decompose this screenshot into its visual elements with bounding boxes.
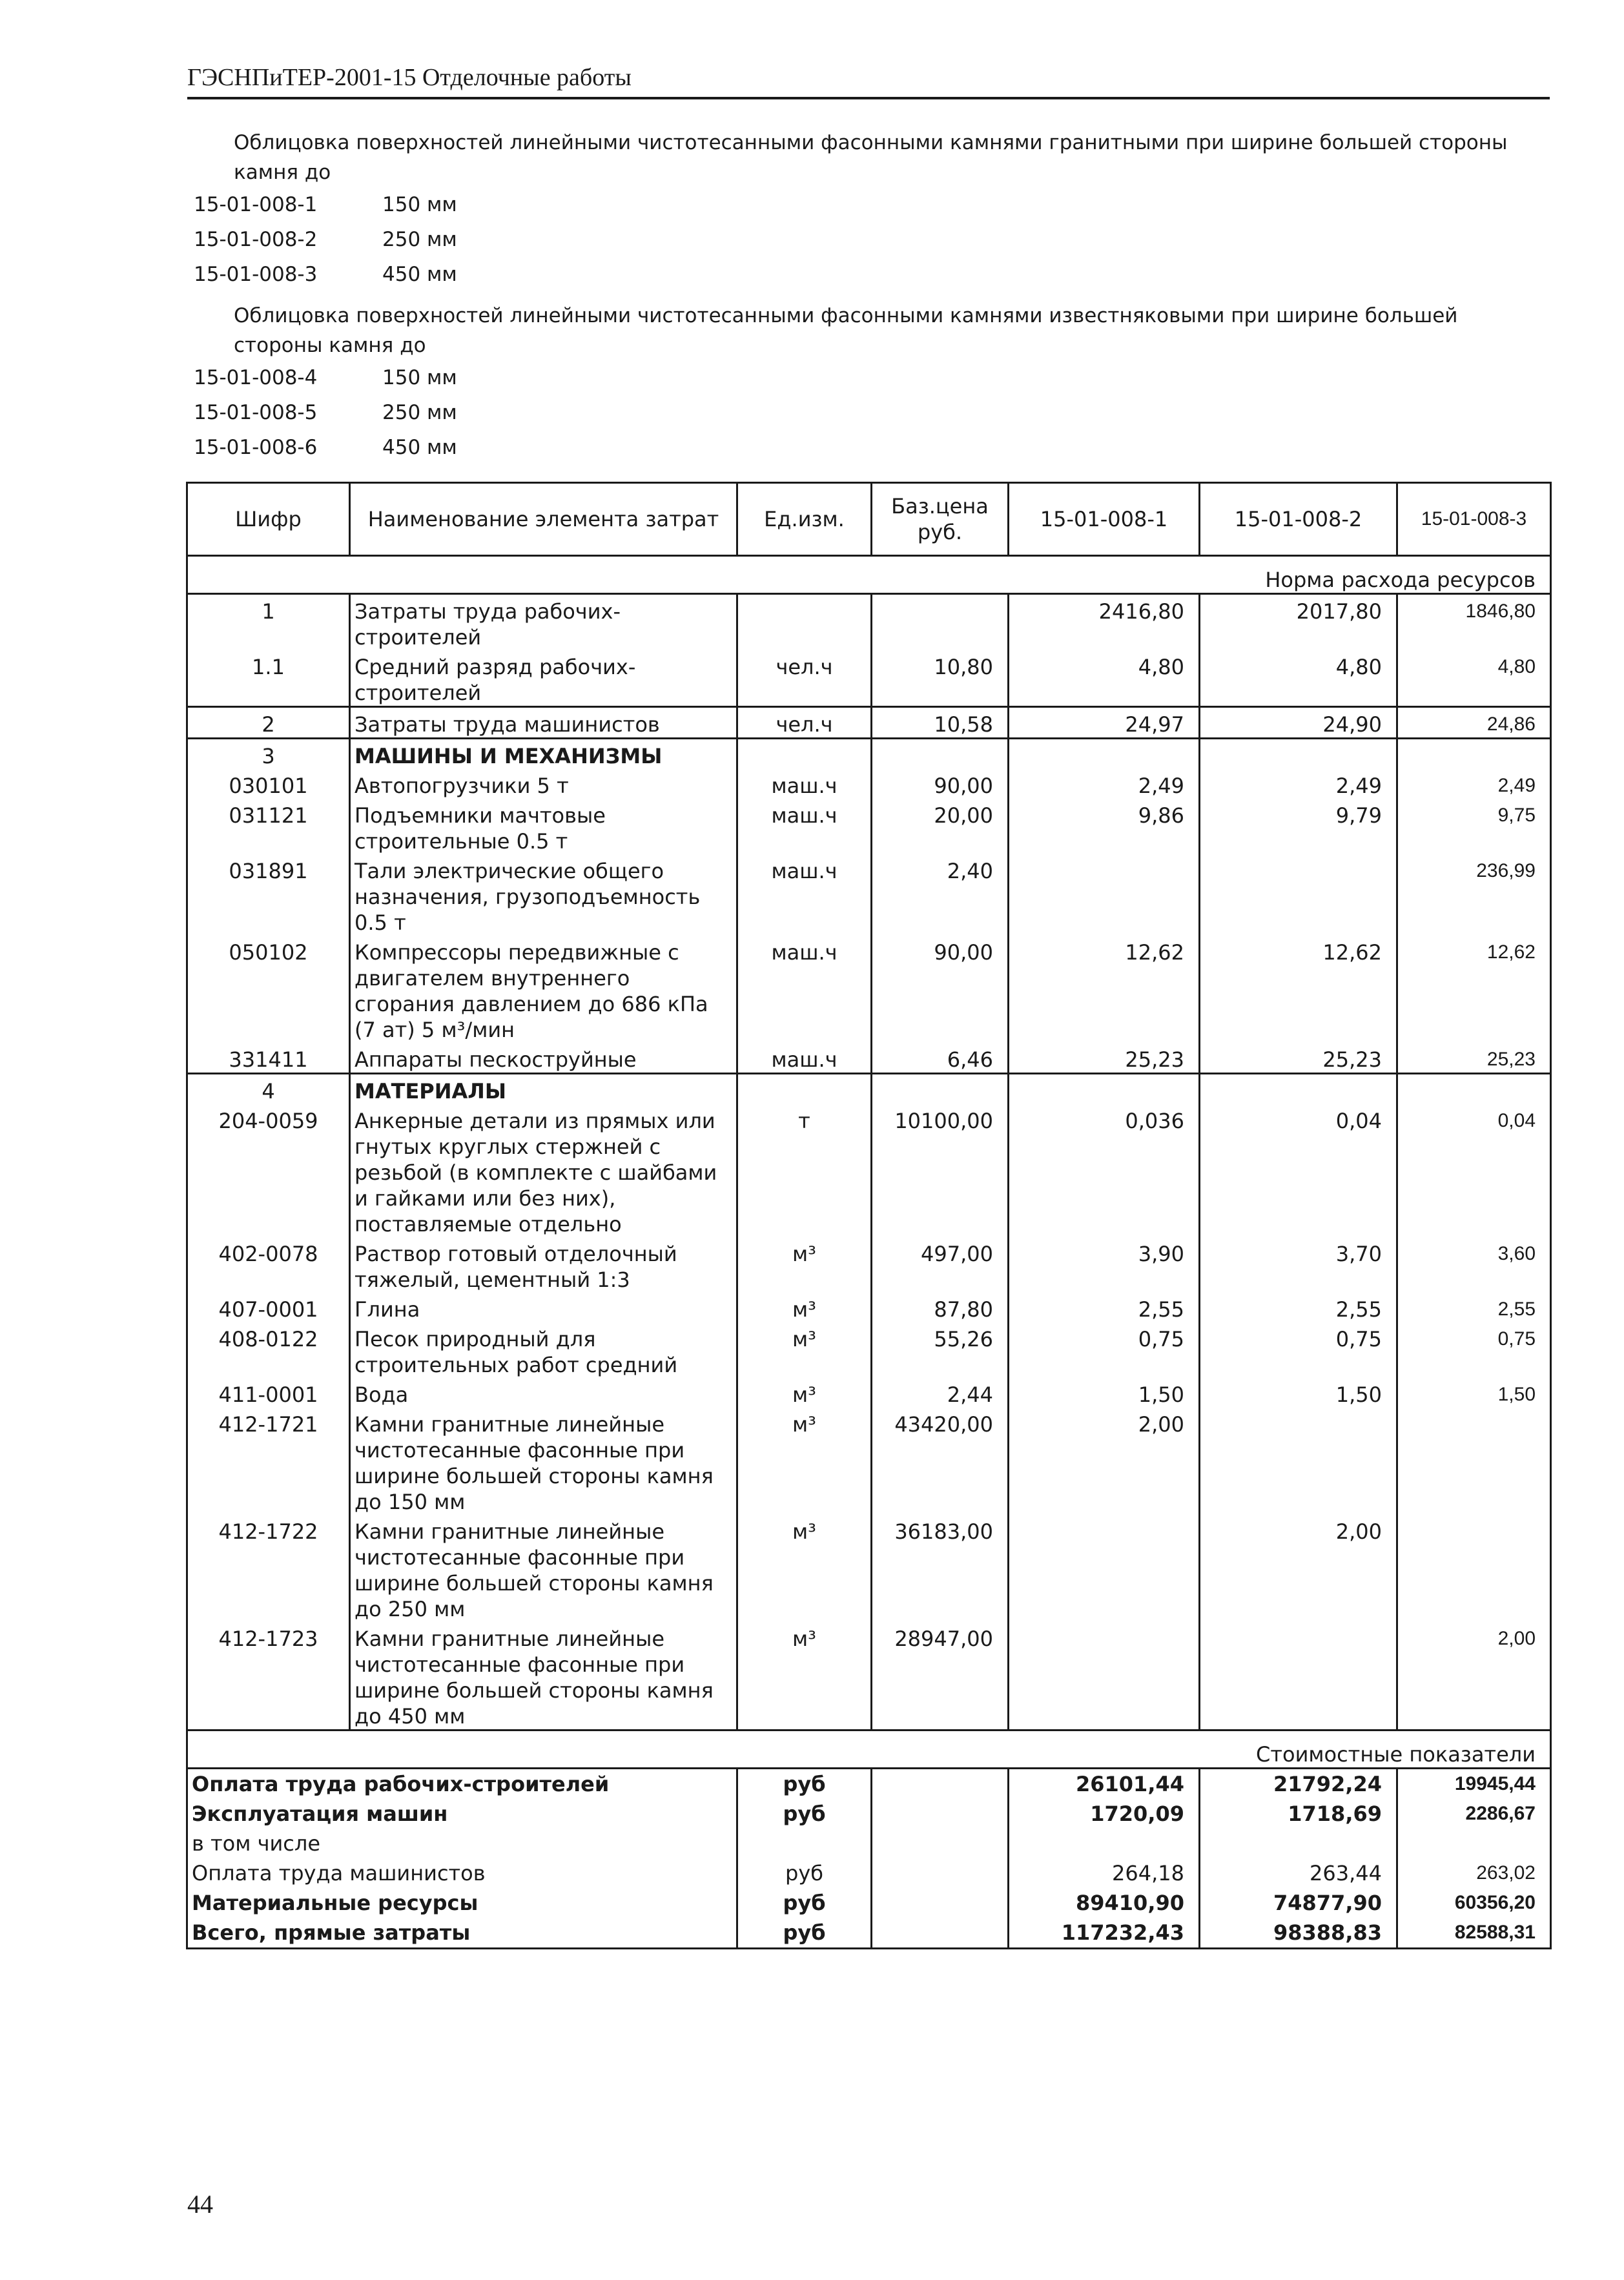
norm-size: 150 мм [382, 366, 457, 389]
cost-label-cell [187, 1858, 737, 1888]
intro-code-row [194, 222, 1551, 257]
row-value-3: 1846,80 [1397, 594, 1551, 651]
row-name: Камни гранитные линейные чистотесанные фасонные при ширине большей стороны камня до 250 мм [350, 1515, 737, 1622]
intro-description: Облицовка поверхностей линейными чистотесанными фасонными камнями гранитными при ширине большей стороны камня до [234, 131, 1508, 184]
row-price: 10100,00 [872, 1104, 1009, 1237]
cost-value-2: 98388,83 [1200, 1918, 1397, 1949]
row-price: 2,40 [872, 854, 1009, 936]
row-code: 1 [187, 594, 350, 651]
cost-value-3: 60356,20 [1397, 1888, 1551, 1918]
table-row [187, 739, 1551, 770]
row-value-2 [1200, 739, 1397, 770]
row-value-3: 236,99 [1397, 854, 1551, 936]
row-value-3: 0,04 [1397, 1104, 1551, 1237]
cost-value-2: 1718,69 [1200, 1799, 1397, 1858]
norm-code: 15-01-008-2 [194, 228, 318, 251]
header-code: Шифр [187, 483, 350, 556]
row-unit: т [737, 1104, 872, 1237]
row-value-3 [1397, 1408, 1551, 1515]
row-code: 031121 [187, 799, 350, 854]
table-row [187, 594, 1551, 651]
table-row [187, 1622, 1551, 1731]
row-unit [737, 739, 872, 770]
row-value-2: 4,80 [1200, 650, 1397, 707]
row-code: 050102 [187, 936, 350, 1043]
row-code: 331411 [187, 1043, 350, 1074]
cost-label-cell [187, 1888, 737, 1918]
row-value-1: 1,50 [1009, 1378, 1200, 1408]
cost-row [187, 1888, 1551, 1918]
cost-body [187, 1731, 1551, 1949]
row-name: Раствор готовый отделочный тяжелый, цементный 1:3 [350, 1237, 737, 1293]
cost-row [187, 1769, 1551, 1800]
table-row [187, 650, 1551, 707]
cost-label: Материальные ресурсы [192, 1891, 478, 1915]
row-value-1 [1009, 1515, 1200, 1622]
table-row [187, 1515, 1551, 1622]
norm-size: 450 мм [382, 263, 457, 286]
header-norm-3: 15-01-008-3 [1397, 483, 1551, 556]
row-value-1: 9,86 [1009, 799, 1200, 854]
row-price: 10,80 [872, 650, 1009, 707]
cost-row [187, 1858, 1551, 1888]
row-value-2: 2017,80 [1200, 594, 1397, 651]
row-value-1: 2,00 [1009, 1408, 1200, 1515]
row-value-2: 1,50 [1200, 1378, 1397, 1408]
row-value-3: 2,00 [1397, 1622, 1551, 1731]
row-value-2: 0,04 [1200, 1104, 1397, 1237]
row-price: 90,00 [872, 769, 1009, 799]
cost-unit: руб [737, 1918, 872, 1949]
row-value-2: 12,62 [1200, 936, 1397, 1043]
row-price [872, 739, 1009, 770]
row-code: 402-0078 [187, 1237, 350, 1293]
norm-size: 250 мм [382, 228, 457, 251]
row-unit: маш.ч [737, 854, 872, 936]
row-code: 3 [187, 739, 350, 770]
norm-code: 15-01-008-4 [194, 366, 318, 389]
row-value-3: 9,75 [1397, 799, 1551, 854]
row-name: Песок природный для строительных работ средний [350, 1322, 737, 1378]
cost-value-1: 264,18 [1009, 1858, 1200, 1888]
table-row [187, 1293, 1551, 1322]
cost-value-3: 19945,44 [1397, 1769, 1551, 1800]
intro-code-row [194, 187, 1551, 222]
row-unit: чел.ч [737, 650, 872, 707]
cost-value-3: 263,02 [1397, 1858, 1551, 1888]
cost-row [187, 1799, 1551, 1858]
norm-size: 450 мм [382, 436, 457, 459]
row-value-2 [1200, 1074, 1397, 1105]
row-price [872, 1074, 1009, 1105]
row-value-3: 2,55 [1397, 1293, 1551, 1322]
table-row [187, 1408, 1551, 1515]
norm-code: 15-01-008-1 [194, 193, 318, 216]
row-unit: м³ [737, 1408, 872, 1515]
cost-value-2: 74877,90 [1200, 1888, 1397, 1918]
cost-unit: руб [737, 1799, 872, 1858]
row-name: МАТЕРИАЛЫ [350, 1074, 737, 1105]
cost-unit: руб [737, 1858, 872, 1888]
row-value-2: 3,70 [1200, 1237, 1397, 1293]
table-row [187, 799, 1551, 854]
header-unit: Ед.изм. [737, 483, 872, 556]
row-value-1: 24,97 [1009, 707, 1200, 739]
cost-caption-row [187, 1731, 1551, 1769]
header-name: Наименование элемента затрат [350, 483, 737, 556]
row-value-1: 0,75 [1009, 1322, 1200, 1378]
table-row [187, 1322, 1551, 1378]
norm-code: 15-01-008-6 [194, 436, 318, 459]
row-code: 1.1 [187, 650, 350, 707]
row-code: 412-1722 [187, 1515, 350, 1622]
row-value-1 [1009, 1622, 1200, 1731]
row-name: Компрессоры передвижные с двигателем внутреннего сгорания давлением до 686 кПа (7 ат) 5 м³/мин [350, 936, 737, 1043]
row-name: МАШИНЫ И МЕХАНИЗМЫ [350, 739, 737, 770]
row-price: 497,00 [872, 1237, 1009, 1293]
norm-caption: Норма расхода ресурсов [187, 556, 1551, 594]
row-name: Вода [350, 1378, 737, 1408]
row-unit: м³ [737, 1622, 872, 1731]
row-code: 412-1723 [187, 1622, 350, 1731]
row-value-2 [1200, 854, 1397, 936]
intro-description: Облицовка поверхностей линейными чистотесанными фасонными камнями известняковыми при ширине большей стороны камня до [234, 304, 1458, 357]
table-header-row [187, 483, 1551, 556]
row-value-2 [1200, 1622, 1397, 1731]
row-price: 20,00 [872, 799, 1009, 854]
cost-value-3: 2286,67 [1397, 1799, 1551, 1858]
row-price: 87,80 [872, 1293, 1009, 1322]
row-name: Подъемники мачтовые строительные 0.5 т [350, 799, 737, 854]
row-code: 030101 [187, 769, 350, 799]
cost-empty [872, 1888, 1009, 1918]
row-value-2: 2,00 [1200, 1515, 1397, 1622]
table-row [187, 769, 1551, 799]
row-name: Анкерные детали из прямых или гнутых круглых стержней с резьбой (в комплекте с шайбами и гайками или без них), поставляемые отдельно [350, 1104, 737, 1237]
intro-block-granite [194, 128, 1551, 292]
cost-unit: руб [737, 1769, 872, 1800]
cost-label-cell [187, 1918, 737, 1949]
cost-value-1: 1720,09 [1009, 1799, 1200, 1858]
row-unit [737, 594, 872, 651]
row-value-3 [1397, 1515, 1551, 1622]
row-value-3 [1397, 739, 1551, 770]
row-unit: м³ [737, 1515, 872, 1622]
table-row [187, 707, 1551, 739]
row-price: 10,58 [872, 707, 1009, 739]
row-value-3: 12,62 [1397, 936, 1551, 1043]
row-value-1: 4,80 [1009, 650, 1200, 707]
row-code: 4 [187, 1074, 350, 1105]
row-value-3: 4,80 [1397, 650, 1551, 707]
row-code: 2 [187, 707, 350, 739]
row-price: 36183,00 [872, 1515, 1009, 1622]
row-name: Аппараты пескоструйные [350, 1043, 737, 1074]
row-value-3 [1397, 1074, 1551, 1105]
cost-label: Оплата труда рабочих-строителей [192, 1772, 610, 1796]
row-price: 2,44 [872, 1378, 1009, 1408]
row-name: Затраты труда рабочих-строителей [350, 594, 737, 651]
row-name: Глина [350, 1293, 737, 1322]
row-name: Затраты труда машинистов [350, 707, 737, 739]
row-name: Камни гранитные линейные чистотесанные фасонные при ширине большей стороны камня до 150 мм [350, 1408, 737, 1515]
row-value-3: 3,60 [1397, 1237, 1551, 1293]
cost-label: Всего, прямые затраты [192, 1920, 471, 1945]
norm-size: 250 мм [382, 401, 457, 424]
row-value-1: 2416,80 [1009, 594, 1200, 651]
cost-value-1: 89410,90 [1009, 1888, 1200, 1918]
table-row [187, 1237, 1551, 1293]
norm-code: 15-01-008-3 [194, 263, 318, 286]
norm-code: 15-01-008-5 [194, 401, 318, 424]
header-divider [187, 97, 1550, 99]
header-norm-2: 15-01-008-2 [1200, 483, 1397, 556]
cost-value-3: 82588,31 [1397, 1918, 1551, 1949]
row-value-1: 2,49 [1009, 769, 1200, 799]
row-name: Тали электрические общего назначения, грузоподъемность 0.5 т [350, 854, 737, 936]
row-value-3: 25,23 [1397, 1043, 1551, 1074]
intro-code-row [194, 257, 1551, 292]
row-value-1: 12,62 [1009, 936, 1200, 1043]
row-price: 28947,00 [872, 1622, 1009, 1731]
table-row [187, 854, 1551, 936]
intro-block-limestone [194, 301, 1551, 465]
cost-caption: Стоимостные показатели [187, 1731, 1551, 1769]
row-value-1 [1009, 1074, 1200, 1105]
row-value-3: 24,86 [1397, 707, 1551, 739]
table-row [187, 1043, 1551, 1074]
row-price [872, 594, 1009, 651]
row-unit: м³ [737, 1378, 872, 1408]
intro-code-row [194, 395, 1551, 430]
row-price: 55,26 [872, 1322, 1009, 1378]
cost-value-1: 117232,43 [1009, 1918, 1200, 1949]
row-value-2: 24,90 [1200, 707, 1397, 739]
cost-empty [872, 1769, 1009, 1800]
row-unit: м³ [737, 1322, 872, 1378]
row-price: 6,46 [872, 1043, 1009, 1074]
cost-label-cell [187, 1769, 737, 1800]
row-unit: м³ [737, 1293, 872, 1322]
table-row [187, 936, 1551, 1043]
row-price: 90,00 [872, 936, 1009, 1043]
row-code: 407-0001 [187, 1293, 350, 1322]
row-name: Автопогрузчики 5 т [350, 769, 737, 799]
row-unit: чел.ч [737, 707, 872, 739]
header-norm-1: 15-01-008-1 [1009, 483, 1200, 556]
row-name: Камни гранитные линейные чистотесанные фасонные при ширине большей стороны камня до 450 мм [350, 1622, 737, 1731]
cost-value-2: 263,44 [1200, 1858, 1397, 1888]
row-value-2: 9,79 [1200, 799, 1397, 854]
row-unit: маш.ч [737, 936, 872, 1043]
cost-unit: руб [737, 1888, 872, 1918]
cost-label-cell [187, 1799, 737, 1858]
row-value-1 [1009, 854, 1200, 936]
row-code: 411-0001 [187, 1378, 350, 1408]
row-name: Средний разряд рабочих-строителей [350, 650, 737, 707]
row-value-3: 0,75 [1397, 1322, 1551, 1378]
intro-code-row [194, 360, 1551, 395]
table-row [187, 1074, 1551, 1105]
row-value-1: 25,23 [1009, 1043, 1200, 1074]
row-unit: маш.ч [737, 769, 872, 799]
row-value-2: 2,55 [1200, 1293, 1397, 1322]
page-number: 44 [187, 2190, 213, 2219]
page-header-title: ГЭСНПиТЕР-2001-15 Отделочные работы [187, 64, 632, 91]
row-value-3: 2,49 [1397, 769, 1551, 799]
cost-label: Эксплуатация машин [192, 1802, 448, 1826]
row-code: 408-0122 [187, 1322, 350, 1378]
header-price: Баз.цена руб. [872, 483, 1009, 556]
row-code: 412-1721 [187, 1408, 350, 1515]
row-value-2: 0,75 [1200, 1322, 1397, 1378]
row-value-2 [1200, 1408, 1397, 1515]
cost-value-2: 21792,24 [1200, 1769, 1397, 1800]
cost-empty [872, 1799, 1009, 1858]
row-value-1: 0,036 [1009, 1104, 1200, 1237]
norm-caption-row [187, 556, 1551, 594]
resource-norms-table [186, 482, 1552, 1949]
row-value-1 [1009, 739, 1200, 770]
row-value-3: 1,50 [1397, 1378, 1551, 1408]
cost-empty [872, 1858, 1009, 1888]
cost-value-1: 26101,44 [1009, 1769, 1200, 1800]
cost-label: Оплата труда машинистов [192, 1861, 486, 1885]
row-value-2: 25,23 [1200, 1043, 1397, 1074]
row-unit: маш.ч [737, 1043, 872, 1074]
row-unit: маш.ч [737, 799, 872, 854]
cost-empty [872, 1918, 1009, 1949]
row-value-1: 2,55 [1009, 1293, 1200, 1322]
cost-sublabel: в том числе [192, 1831, 320, 1856]
table-body [187, 556, 1551, 1731]
intro-code-row [194, 430, 1551, 465]
row-code: 204-0059 [187, 1104, 350, 1237]
row-unit: м³ [737, 1237, 872, 1293]
row-unit [737, 1074, 872, 1105]
table-row [187, 1378, 1551, 1408]
norm-size: 150 мм [382, 193, 457, 216]
table-row [187, 1104, 1551, 1237]
row-price: 43420,00 [872, 1408, 1009, 1515]
row-value-1: 3,90 [1009, 1237, 1200, 1293]
row-value-2: 2,49 [1200, 769, 1397, 799]
cost-row [187, 1918, 1551, 1949]
row-code: 031891 [187, 854, 350, 936]
